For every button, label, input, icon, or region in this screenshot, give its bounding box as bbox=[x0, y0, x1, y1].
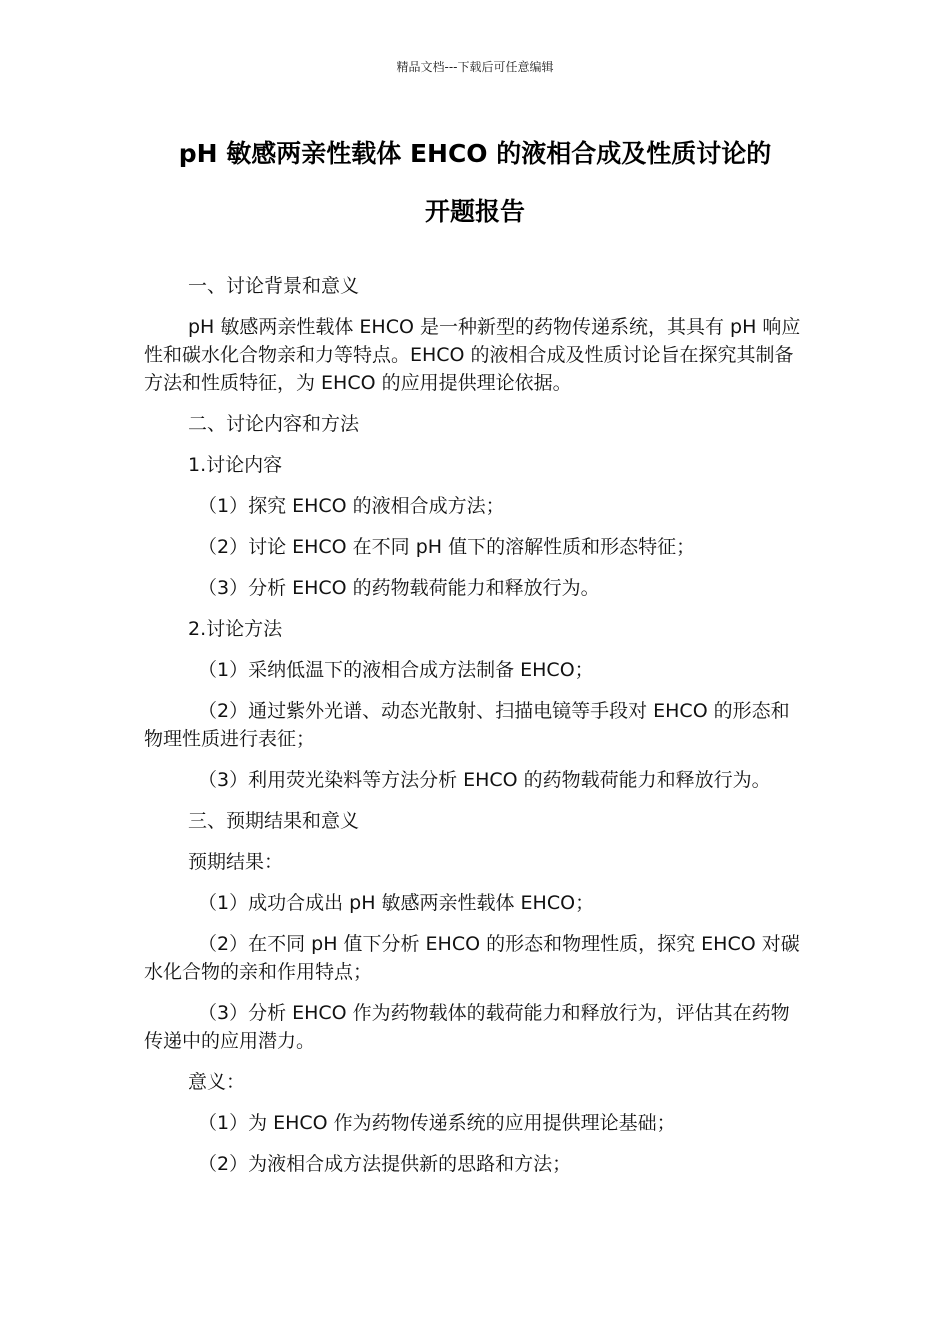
subheading-expected-results: 预期结果： bbox=[188, 851, 284, 873]
page-header: 精品文档---下载后可任意编辑 bbox=[396, 60, 554, 74]
list-item-significance-2: （2）为液相合成方法提供新的思路和方法； bbox=[198, 1153, 572, 1175]
list-item-content-2: （2）讨论 EHCO 在不同 pH 值下的溶解性质和形态特征； bbox=[198, 536, 696, 558]
list-item-result-2: （2）在不同 pH 值下分析 EHCO 的形态和物理性质，探究 EHCO 对碳水化合物的亲和作用特点； bbox=[144, 933, 800, 983]
section-heading-background: 一、讨论背景和意义 bbox=[188, 275, 360, 297]
body-paragraph-intro: pH 敏感两亲性载体 EHCO 是一种新型的药物传递系统，其具有 pH 响应性和碳水化合物亲和力等特点。EHCO 的液相合成及性质讨论旨在探究其制备方法和性质特征，为 EHCO 的应用提供理论依据。 bbox=[144, 316, 801, 394]
document-body bbox=[144, 272, 804, 1191]
subheading-significance: 意义： bbox=[188, 1071, 246, 1093]
document-title-line-2: 开题报告 bbox=[424, 197, 525, 226]
subheading-research-methods: 2.讨论方法 bbox=[188, 618, 283, 640]
section-heading-expected-results: 三、预期结果和意义 bbox=[188, 810, 360, 832]
list-item-significance-1: （1）为 EHCO 作为药物传递系统的应用提供理论基础； bbox=[198, 1112, 676, 1134]
list-item-content-1: （1）探究 EHCO 的液相合成方法； bbox=[198, 495, 505, 517]
list-item-content-3: （3）分析 EHCO 的药物载荷能力和释放行为。 bbox=[198, 577, 600, 599]
list-item-method-2: （2）通过紫外光谱、动态光散射、扫描电镜等手段对 EHCO 的形态和物理性质进行表征； bbox=[144, 700, 790, 750]
list-item-result-1: （1）成功合成出 pH 敏感两亲性载体 EHCO； bbox=[198, 892, 595, 914]
list-item-result-3: （3）分析 EHCO 作为药物载体的载荷能力和释放行为，评估其在药物传递中的应用潜力。 bbox=[144, 1002, 790, 1052]
document-title-line-1: pH 敏感两亲性载体 EHCO 的液相合成及性质讨论的 bbox=[178, 139, 772, 168]
subheading-research-content: 1.讨论内容 bbox=[188, 454, 283, 476]
section-heading-content-methods: 二、讨论内容和方法 bbox=[188, 413, 360, 435]
list-item-method-1: （1）采纳低温下的液相合成方法制备 EHCO； bbox=[198, 659, 594, 681]
list-item-method-3: （3）利用荧光染料等方法分析 EHCO 的药物载荷能力和释放行为。 bbox=[198, 769, 771, 791]
